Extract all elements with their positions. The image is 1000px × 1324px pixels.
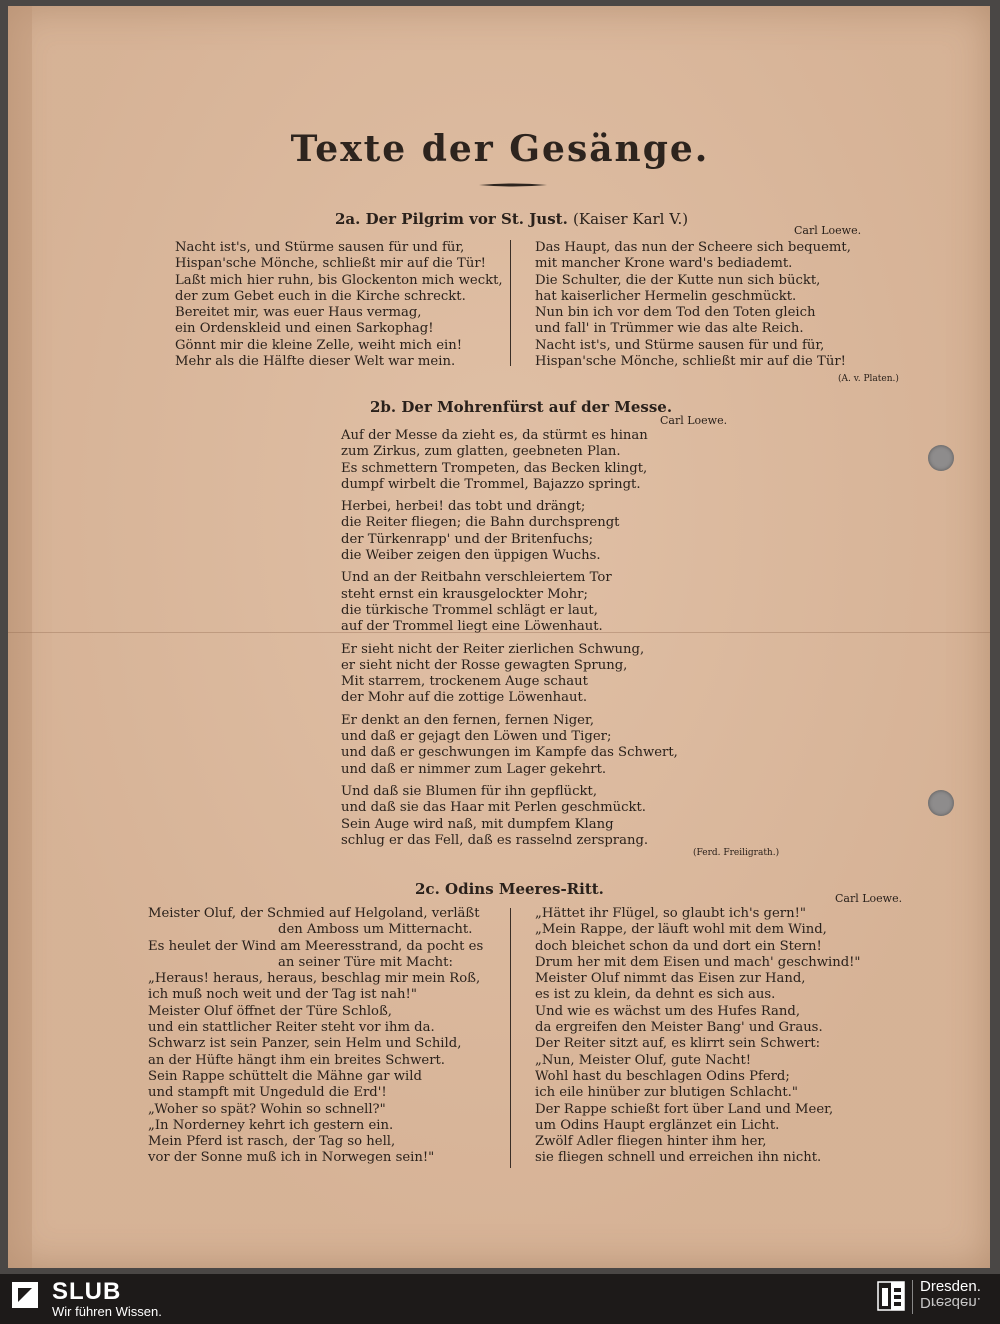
verse-line: Gönnt mir die kleine Zelle, weiht mich ein! xyxy=(175,337,463,353)
verse-line: Nacht ist's, und Stürme sausen für und für, xyxy=(535,337,825,353)
punch-hole xyxy=(928,790,954,816)
section-b-author: (Ferd. Freiligrath.) xyxy=(693,848,780,858)
verse-line: „Heraus! heraus, heraus, beschlag mir mein Roß, xyxy=(148,971,481,987)
verse-line: er sieht nicht der Rosse gewagten Sprung, xyxy=(341,657,628,673)
verse-line: „Nun, Meister Oluf, gute Nacht! xyxy=(535,1052,752,1068)
verse-line: Mein Pferd ist rasch, der Tag so hell, xyxy=(148,1134,396,1150)
verse-line: „Mein Rappe, der läuft wohl mit dem Wind, xyxy=(535,922,827,938)
verse-line: Nacht ist's, und Stürme sausen für und für, xyxy=(175,240,465,255)
verse-line: Es schmettern Trompeten, das Becken klingt, xyxy=(341,460,648,476)
verse-line: es ist zu klein, da dehnt es sich aus. xyxy=(535,987,776,1003)
column-divider xyxy=(510,908,511,1168)
section-a-title xyxy=(335,210,688,228)
section-b-composer: Carl Loewe. xyxy=(660,414,728,427)
verse-line: „Woher so spät? Wohin so schnell?" xyxy=(148,1101,386,1117)
verse-line: Schwarz ist sein Panzer, sein Helm und Schild, xyxy=(148,1036,462,1052)
section-c-heading: Odins Meeres-Ritt. xyxy=(445,880,604,898)
section-b-title xyxy=(370,398,672,416)
verse-line: Bereitet mir, was euer Haus vermag, xyxy=(175,305,422,321)
verse-line: Der Reiter sitzt auf, es klirrt sein Schwert: xyxy=(535,1036,821,1052)
section-a-right-column xyxy=(535,240,851,370)
verse-line: Hispan'sche Mönche, schließt mir auf die Tür! xyxy=(535,354,846,370)
verse-line: Und wie es wächst um des Hufes Rand, xyxy=(535,1003,801,1019)
section-c-right-column xyxy=(535,906,861,1167)
verse-line: Mehr als die Hälfte dieser Welt war mein. xyxy=(175,354,456,370)
section-b-heading: Der Mohrenfürst auf der Messe. xyxy=(401,398,673,416)
section-c-left-column xyxy=(148,906,483,1167)
verse-line: der Mohr auf die zottige Löwenhaut. xyxy=(341,690,588,706)
verse-line: Es heulet der Wind am Meeresstrand, da pocht es xyxy=(148,938,484,954)
verse-line: hat kaiserlicher Hermelin geschmückt. xyxy=(535,288,797,304)
footer-bar xyxy=(0,1274,1000,1324)
footer-brand: SLUB xyxy=(52,1278,122,1305)
page-edge-shadow xyxy=(8,6,32,1268)
verse-line: Drum her mit dem Eisen und mach' geschwind!" xyxy=(535,954,861,970)
footer-tagline: Wir führen Wissen. xyxy=(52,1304,162,1319)
verse-line: Die Schulter, die der Kutte nun sich bückt, xyxy=(535,272,821,288)
dresden-crest-icon xyxy=(876,1280,906,1312)
verse-line: Sein Auge wird naß, mit dumpfem Klang xyxy=(341,816,614,832)
verse-line: und fall' in Trümmer wie das alte Reich. xyxy=(535,321,804,337)
section-b-column xyxy=(341,428,678,849)
verse-line: und daß er geschwungen im Kampfe das Schwert, xyxy=(341,745,678,761)
section-c-composer: Carl Loewe. xyxy=(835,892,903,905)
verse-line: Laßt mich hier ruhn, bis Glockenton mich weckt, xyxy=(175,272,503,288)
verse-line: an der Hüfte hängt ihm ein breites Schwert. xyxy=(148,1052,445,1068)
verse-line: Sein Rappe schüttelt die Mähne gar wild xyxy=(148,1068,422,1084)
verse-line: „Hättet ihr Flügel, so glaubt ich's gern!" xyxy=(535,906,806,921)
verse-line: zum Zirkus, zum glatten, geebneten Plan. xyxy=(341,444,621,460)
verse-line: sie fliegen schnell und erreichen ihn nicht. xyxy=(535,1150,822,1166)
verse-line: Mit starrem, trockenem Auge schaut xyxy=(341,674,588,690)
verse-line: vor der Sonne muß ich in Norwegen sein!" xyxy=(148,1150,435,1166)
verse-line: und daß er nimmer zum Lager gekehrt. xyxy=(341,761,607,777)
verse-line: Der Rappe schießt fort über Land und Meer, xyxy=(535,1101,834,1117)
verse-line: Herbei, herbei! das tobt und drängt; xyxy=(341,499,586,515)
section-a-number: 2a. xyxy=(335,210,361,228)
verse-line: an seiner Türe mit Macht: xyxy=(278,954,453,970)
verse-line: und stampft mit Ungeduld die Erd'! xyxy=(148,1085,387,1101)
verse-line: Und an der Reitbahn verschleiertem Tor xyxy=(341,570,612,586)
verse-line: die Weiber zeigen den üppigen Wuchs. xyxy=(341,548,601,564)
punch-hole xyxy=(928,445,954,471)
verse-line: mit mancher Krone ward's bediademt. xyxy=(535,256,793,272)
verse-line: Auf der Messe da zieht es, da stürmt es hinan xyxy=(341,428,648,443)
section-c-number: 2c. xyxy=(415,880,440,898)
verse-line: Wohl hast du beschlagen Odins Pferd; xyxy=(535,1068,790,1084)
verse-line: Meister Oluf nimmt das Eisen zur Hand, xyxy=(535,971,806,987)
verse-line: Nun bin ich vor dem Tod den Toten gleich xyxy=(535,305,816,321)
verse-line: der zum Gebet euch in die Kirche schreckt. xyxy=(175,288,466,304)
verse-line: Meister Oluf öffnet der Türe Schloß, xyxy=(148,1003,392,1019)
section-c-title xyxy=(415,880,604,898)
verse-line: Das Haupt, das nun der Scheere sich bequemt, xyxy=(535,240,851,255)
section-a-heading: Der Pilgrim vor St. Just. xyxy=(365,210,568,228)
verse-line: doch bleichet schon da und dort ein Stern! xyxy=(535,938,822,954)
column-divider xyxy=(510,240,511,366)
verse-line: ich eile hinüber zur blutigen Schlacht." xyxy=(535,1085,798,1101)
verse-line: „In Norderney kehrt ich gestern ein. xyxy=(148,1117,394,1133)
verse-line: da ergreifen den Meister Bang' und Graus. xyxy=(535,1020,823,1036)
verse-line: und ein stattlicher Reiter steht vor ihm da. xyxy=(148,1020,435,1036)
footer-city-reflection: Dresden. xyxy=(920,1294,981,1311)
footer-city: Dresden. xyxy=(920,1278,981,1295)
verse-line: den Amboss um Mitternacht. xyxy=(278,922,473,938)
verse-line: Er sieht nicht der Reiter zierlichen Schwung, xyxy=(341,641,645,657)
verse-line: dumpf wirbelt die Trommel, Bajazzo springt. xyxy=(341,476,641,492)
verse-line: Meister Oluf, der Schmied auf Helgoland, verläßt xyxy=(148,906,480,921)
page-title: Texte der Gesänge. xyxy=(290,128,710,170)
verse-line: Zwölf Adler fliegen hinter ihm her, xyxy=(535,1134,767,1150)
section-b-number: 2b. xyxy=(370,398,397,416)
section-a-author: (A. v. Platen.) xyxy=(838,374,899,384)
verse-line: ein Ordenskleid und einen Sarkophag! xyxy=(175,321,434,337)
footer-separator xyxy=(912,1280,913,1314)
section-a-composer: Carl Loewe. xyxy=(794,224,862,237)
verse-line: der Türkenrapp' und der Britenfuchs; xyxy=(341,531,594,547)
verse-line: und daß sie das Haar mit Perlen geschmückt. xyxy=(341,800,646,816)
verse-line: um Odins Haupt erglänzet ein Licht. xyxy=(535,1117,780,1133)
verse-line: die türkische Trommel schlägt er laut, xyxy=(341,602,598,618)
verse-line: Hispan'sche Mönche, schließt mir auf die Tür! xyxy=(175,256,486,272)
section-a-left-column xyxy=(175,240,503,370)
verse-line: auf der Trommel liegt eine Löwenhaut. xyxy=(341,619,603,635)
verse-line: ich muß noch weit und der Tag ist nah!" xyxy=(148,987,417,1003)
verse-line: steht ernst ein krausgelockter Mohr; xyxy=(341,586,588,602)
verse-line: Und daß sie Blumen für ihn gepflückt, xyxy=(341,783,598,799)
verse-line: und daß er gejagt den Löwen und Tiger; xyxy=(341,729,612,745)
verse-line: Er denkt an den fernen, fernen Niger, xyxy=(341,712,595,728)
title-ornament xyxy=(479,183,547,187)
slub-logo-icon xyxy=(12,1282,38,1308)
verse-line: schlug er das Fell, daß es rasselnd zersprang. xyxy=(341,832,649,848)
verse-line: die Reiter fliegen; die Bahn durchsprengt xyxy=(341,515,620,531)
section-a-subtitle: (Kaiser Karl V.) xyxy=(573,210,689,228)
